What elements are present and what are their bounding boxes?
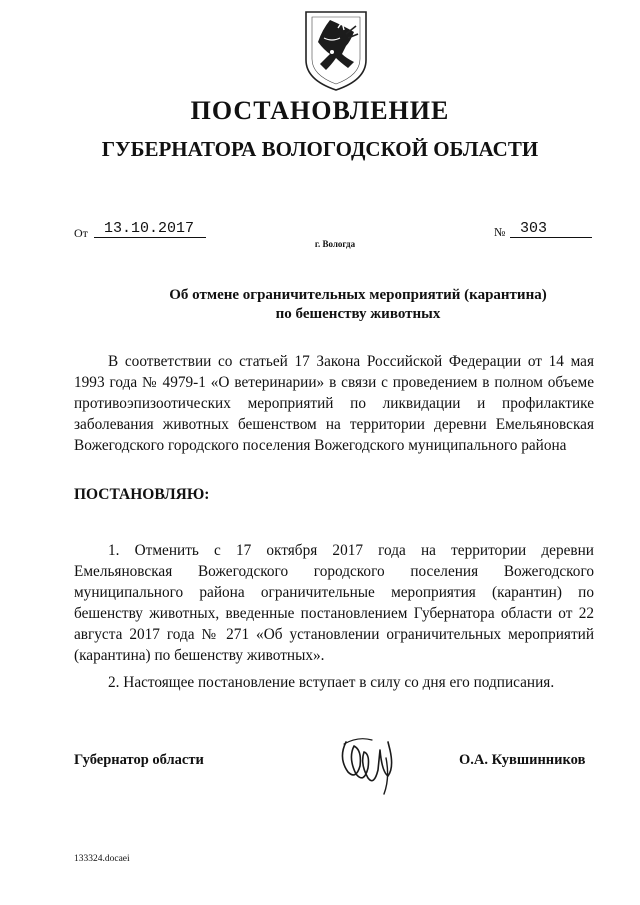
- point-2-paragraph: 2. Настоящее постановление вступает в силу со дня его подписания.: [108, 674, 555, 691]
- subject-line-1: Об отмене ограничительных мероприятий (карантина): [169, 287, 547, 303]
- handwritten-signature-icon: [336, 728, 408, 796]
- document-id: 133324.docaei: [74, 854, 130, 864]
- signer-position: Губернатор области: [74, 752, 204, 768]
- number-label: №: [494, 225, 506, 239]
- decree-word: ПОСТАНОВЛЯЮ:: [74, 486, 210, 503]
- document-subject: [0, 286, 640, 324]
- point-1-paragraph: 1. Отменить с 17 октября 2017 года на территории деревни Емельяновская Вожегодского городского поселения Вожегодского муниципального района ограничительные мероприятия (карантин) по бешенству животных, введенные постановлением Губернатора области от 22 августа 2017 года № 271 «Об установлении ограничительных мероприятий (карантина) по бешенству животных».: [74, 542, 594, 664]
- document-title: ПОСТАНОВЛЕНИЕ: [190, 96, 450, 125]
- city-label: г. Вологда: [314, 239, 356, 249]
- signer-name: О.А. Кувшинников: [459, 752, 586, 768]
- document-subtitle: ГУБЕРНАТОРА ВОЛОГОДСКОЙ ОБЛАСТИ: [101, 137, 539, 161]
- date-label: От: [74, 226, 88, 240]
- subject-line-2: по бешенству животных: [275, 306, 441, 322]
- preamble-paragraph: В соответствии со статьей 17 Закона Российской Федерации от 14 мая 1993 года № 4979-1 «О ветеринарии» в связи с проведением в полном объеме противоэпизоотических мероприятий по ликвидации и профилактике заболевания животных бешенством на территории деревни Емельяновская Вожегодского городского поселения Вожегодского муниципального района: [74, 353, 594, 454]
- document-date: 13.10.2017: [94, 220, 206, 238]
- document-number: 303: [510, 220, 592, 238]
- coat-of-arms-icon: [302, 8, 370, 92]
